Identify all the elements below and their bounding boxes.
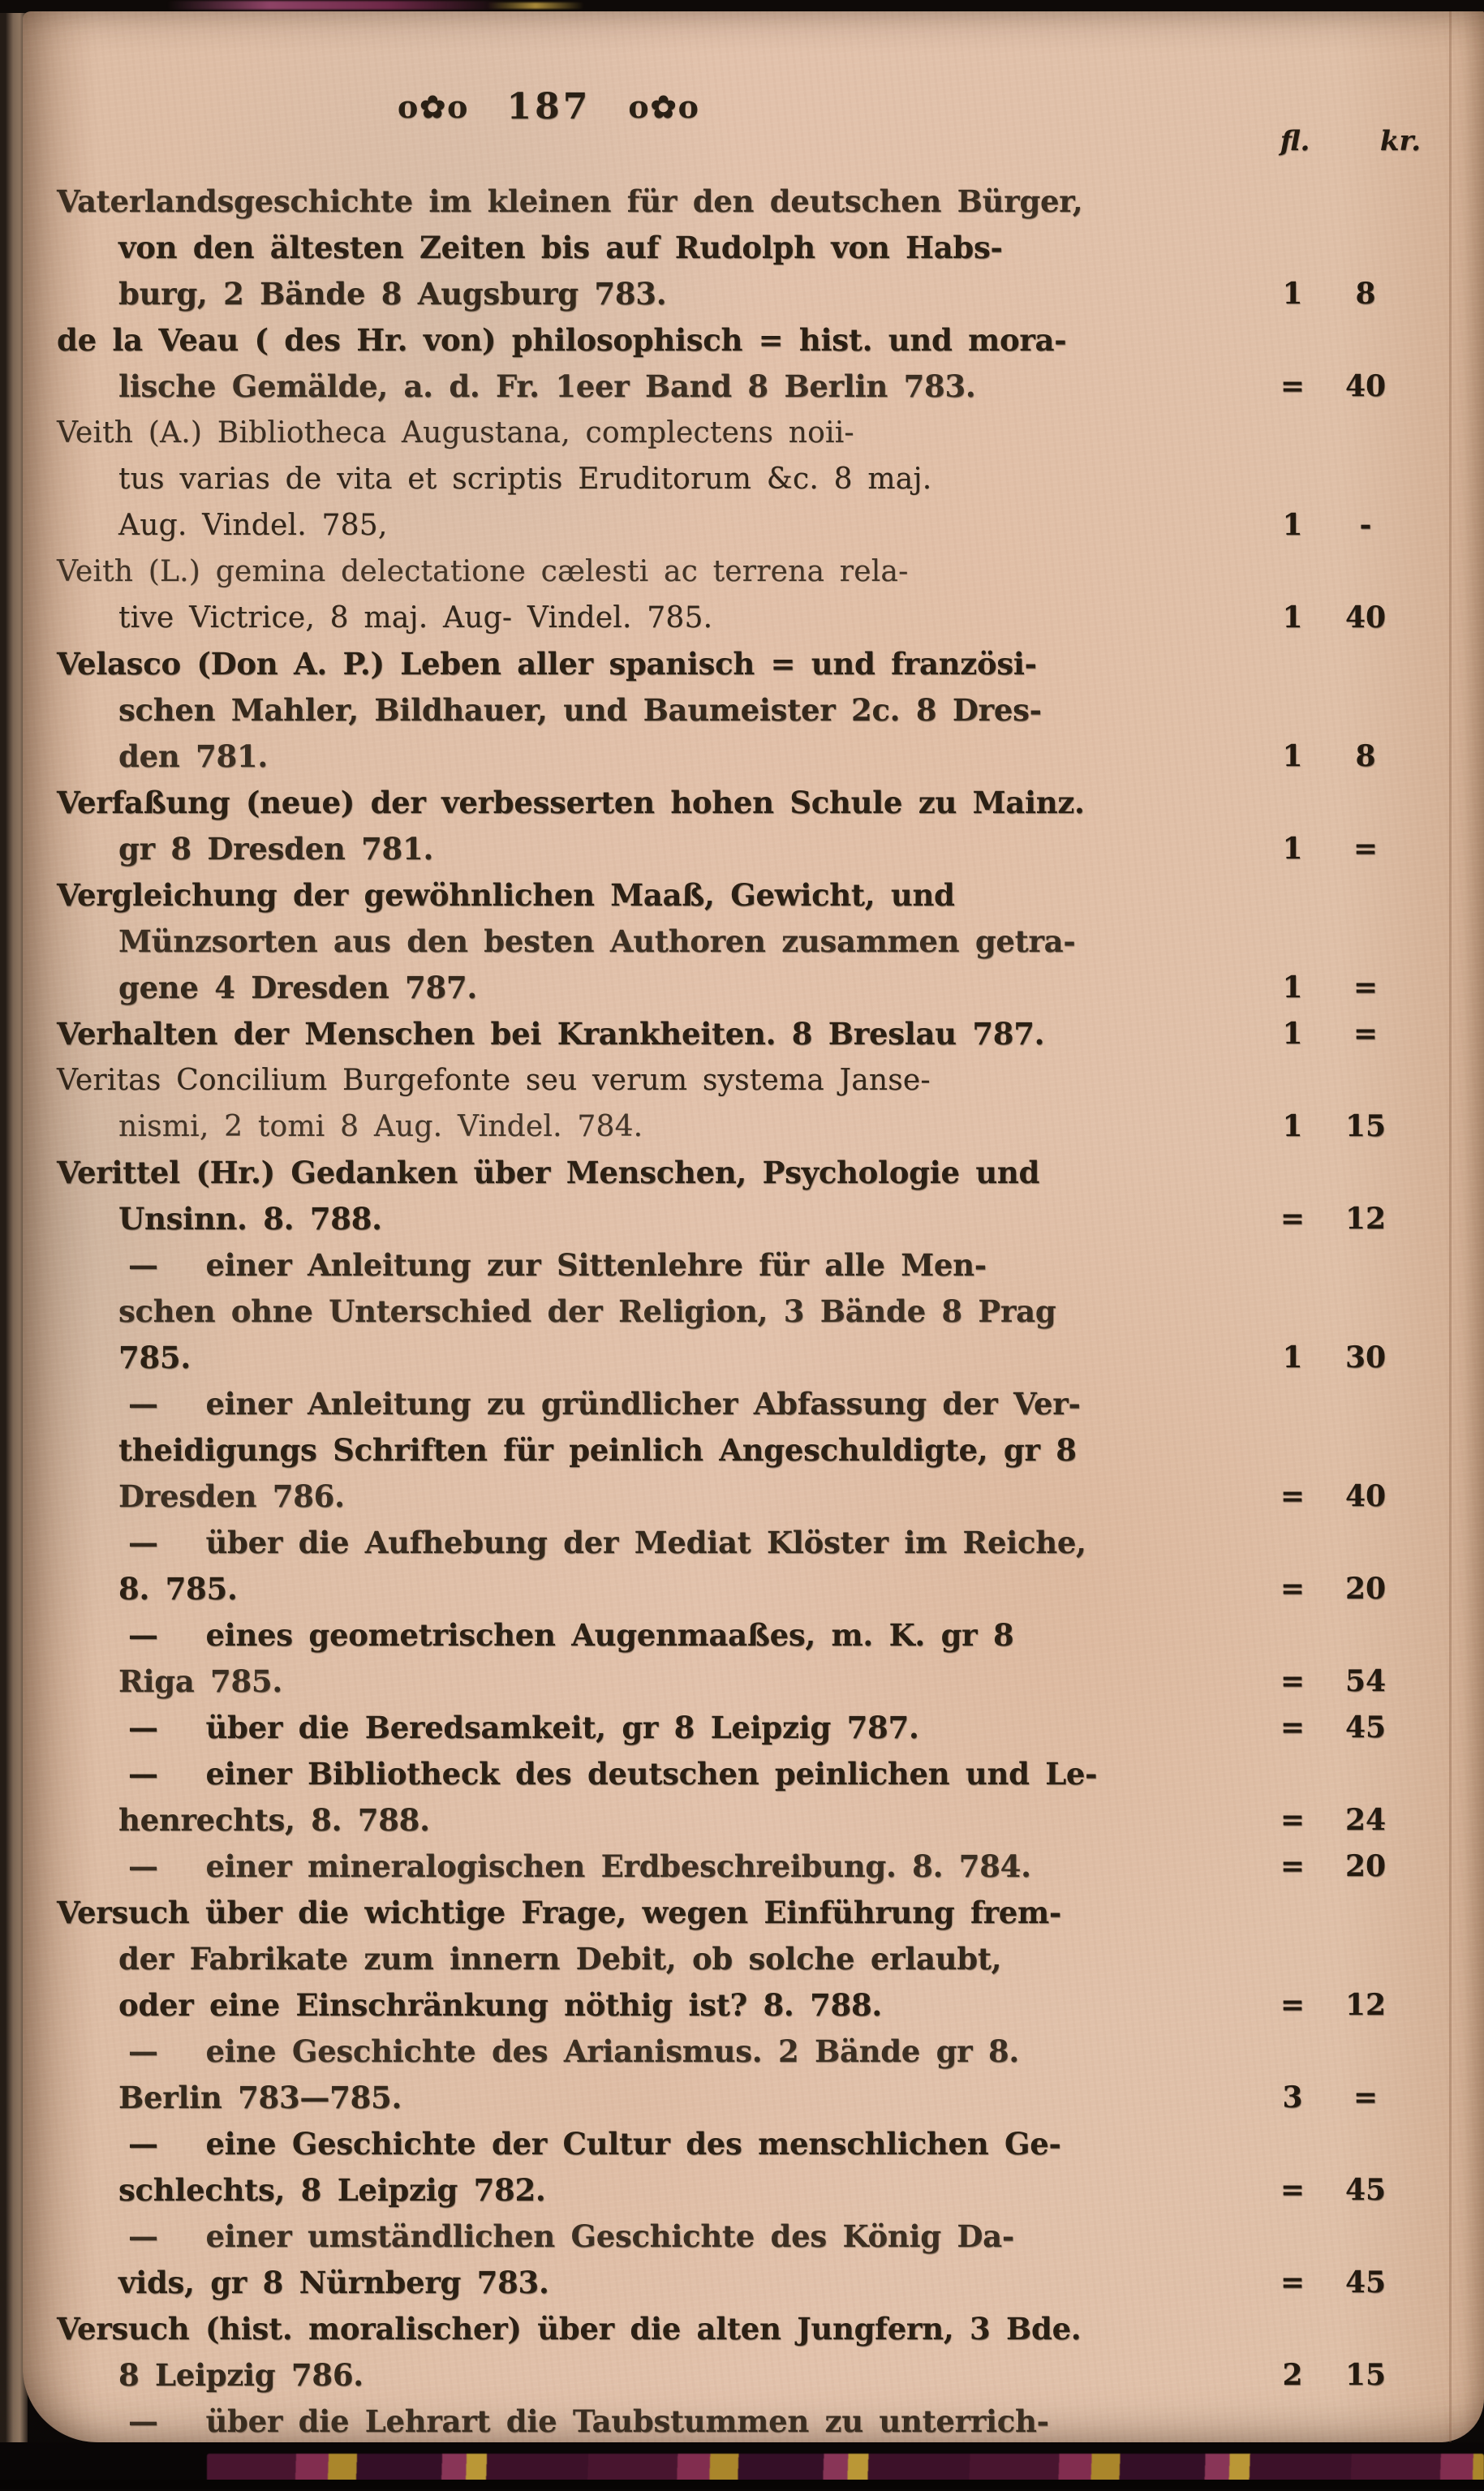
entry-line: [57, 2306, 1484, 2352]
entry-line-text: den 781.: [118, 738, 268, 774]
entry-line: [57, 687, 1484, 734]
entry-line-text: Berlin 783—785.: [118, 2080, 402, 2115]
entry-line: [57, 1150, 1484, 1196]
entry-line: [57, 2121, 1484, 2167]
price-fl: =: [1280, 2265, 1305, 2300]
entry-line: [57, 1011, 1484, 1057]
entry-line: [57, 2260, 1484, 2306]
entry-line-text: — eine Geschichte der Cultur des menschlichen Ge-: [128, 2126, 1061, 2162]
price-kr: =: [1353, 832, 1379, 866]
entry-line: [57, 780, 1484, 826]
price-kr: =: [1353, 1017, 1379, 1051]
entry-line-text: tus varias de vita et scriptis Eruditorum &c. 8 maj.: [118, 462, 932, 496]
page-header: [398, 86, 700, 127]
price-column-headers: [1250, 125, 1460, 157]
entry-line-text: — über die Lehrart die Taubstummen zu unterrich-: [128, 2403, 1049, 2439]
entry-line-text: — einer mineralogischen Erdbeschreibung. 8. 784.: [128, 1848, 1031, 1884]
price-kr: 12: [1344, 1988, 1387, 2022]
price-fl: =: [1280, 1849, 1305, 1883]
price-kr: 8: [1355, 277, 1376, 311]
page-number: 187: [506, 86, 591, 127]
entry-line: [57, 1936, 1484, 1982]
entry-line-text: Veritas Concilium Burgefonte seu verum systema Janse-: [57, 1064, 931, 1097]
entry-line-text: Verittel (Hr.) Gedanken über Menschen, Psychologie und: [57, 1155, 1040, 1190]
price-kr: =: [1353, 2080, 1379, 2115]
entry-line: [57, 1520, 1484, 1566]
entry-line-text: Verhalten der Menschen bei Krankheiten. 8 Breslau 787.: [57, 1016, 1045, 1052]
entry-line-text: henrechts, 8. 788.: [118, 1802, 430, 1838]
entry-line: [57, 549, 1484, 595]
entry-line: [57, 317, 1484, 364]
florin-column-label: fl.: [1280, 125, 1310, 157]
price-fl: 1: [1282, 739, 1303, 773]
entry-line: [57, 965, 1484, 1011]
price-kr: 24: [1344, 1803, 1387, 1837]
kreuzer-column-label: kr.: [1379, 125, 1422, 157]
entry-line: [57, 2167, 1484, 2214]
entry-line: [57, 919, 1484, 965]
entry-line-text: burg, 2 Bände 8 Augsburg 783.: [118, 276, 667, 312]
entry-line-text: Veith (L.) gemina delectatione cælesti ac terrena rela-: [57, 555, 909, 588]
price-fl: =: [1280, 1988, 1305, 2022]
entry-line: [57, 826, 1484, 872]
entry-line: [57, 1427, 1484, 1474]
entry-line-text: schen Mahler, Bildhauer, und Baumeister 2c. 8 Dres-: [118, 692, 1042, 728]
price-fl: =: [1280, 369, 1305, 403]
entry-line: [57, 1335, 1484, 1381]
entry-line: [57, 502, 1484, 549]
entry-line-text: oder eine Einschränkung nöthig ist? 8. 788.: [118, 1987, 883, 2023]
price-fl: 3: [1282, 2080, 1303, 2115]
price-kr: 8: [1355, 739, 1376, 773]
entry-line-text: 8 Leipzig 786.: [118, 2357, 363, 2393]
entry-line-text: 785.: [118, 1340, 191, 1375]
price-kr: 20: [1344, 1572, 1387, 1606]
entry-line-text: tive Victrice, 8 maj. Aug- Vindel. 785.: [118, 601, 713, 635]
entry-line: [57, 641, 1484, 687]
entry-line-text: — einer umständlichen Geschichte des König Da-: [128, 2218, 1014, 2254]
entry-line: [57, 1104, 1484, 1150]
entry-line: [57, 271, 1484, 317]
price-fl: 1: [1282, 508, 1303, 542]
price-fl: =: [1280, 1479, 1305, 1513]
entry-line-text: von den ältesten Zeiten bis auf Rudolph von Habs-: [118, 230, 1003, 265]
price-fl: =: [1280, 1664, 1305, 1698]
price-fl: 1: [1282, 970, 1303, 1005]
price-fl: 1: [1282, 1340, 1303, 1375]
price-kr: 45: [1344, 2173, 1387, 2207]
price-kr: =: [1353, 970, 1379, 1005]
price-fl: 1: [1282, 1109, 1303, 1143]
entry-line: [57, 225, 1484, 271]
price-kr: 54: [1344, 1664, 1387, 1698]
entry-line-text: 8. 785.: [118, 1571, 238, 1607]
marbled-smear: [166, 1, 507, 10]
price-kr: 12: [1344, 1202, 1387, 1236]
entry-line: [57, 1242, 1484, 1289]
bottom-binding: [0, 2442, 1484, 2489]
entry-line-text: Unsinn. 8. 788.: [118, 1201, 382, 1237]
price-kr: -: [1359, 508, 1372, 542]
entry-line-text: schen ohne Unterschied der Religion, 3 Bände 8 Prag: [118, 1293, 1056, 1329]
price-kr: 45: [1344, 1710, 1387, 1745]
entry-line-text: Dresden 786.: [118, 1478, 345, 1514]
entry-line-text: theidigungs Schriften für peinlich Angeschuldigte, gr 8: [118, 1432, 1077, 1468]
entry-line: [57, 595, 1484, 641]
entry-line-text: Münzsorten aus den besten Authoren zusammen getra-: [118, 923, 1076, 959]
entry-line: [57, 1982, 1484, 2029]
entry-line-text: — einer Bibliotheck des deutschen peinlichen und Le-: [128, 1756, 1098, 1792]
entry-line: [57, 1612, 1484, 1659]
entry-line-text: — eine Geschichte des Arianismus. 2 Bände gr 8.: [128, 2033, 1019, 2069]
entry-line: [57, 1289, 1484, 1335]
entry-line: [57, 1705, 1484, 1751]
entry-line-text: gene 4 Dresden 787.: [118, 970, 477, 1005]
price-fl: =: [1280, 1202, 1305, 1236]
entry-line: [57, 1196, 1484, 1242]
entry-line: [57, 2029, 1484, 2075]
entry-line: [57, 456, 1484, 502]
entry-line: [57, 1797, 1484, 1844]
entry-line-text: schlechts, 8 Leipzig 782.: [118, 2172, 546, 2208]
entry-line: [57, 1474, 1484, 1520]
entry-line-text: — einer Anleitung zur Sittenlehre für alle Men-: [128, 1247, 987, 1283]
entry-line: [57, 2214, 1484, 2260]
price-fl: 2: [1282, 2358, 1303, 2392]
price-fl: 1: [1282, 600, 1303, 635]
price-kr: 15: [1344, 1109, 1387, 1143]
entry-line-text: der Fabrikate zum innern Debit, ob solche erlaubt,: [118, 1941, 1002, 1977]
page-scan: [23, 11, 1484, 2442]
price-kr: 45: [1344, 2265, 1387, 2300]
entry-line: [57, 1566, 1484, 1612]
entry-line: [57, 2352, 1484, 2399]
entry-line-text: — einer Anleitung zu gründlicher Abfassung der Ver-: [128, 1386, 1081, 1422]
entry-line-text: Vergleichung der gewöhnlichen Maaß, Gewicht, und: [57, 877, 955, 913]
entry-line-text: Versuch über die wichtige Frage, wegen Einführung frem-: [57, 1895, 1061, 1930]
entry-line-text: gr 8 Dresden 781.: [118, 831, 434, 867]
price-fl: =: [1280, 1710, 1305, 1745]
entry-line-text: Verfaßung (neue) der verbesserten hohen Schule zu Mainz.: [57, 785, 1085, 820]
entry-line-text: Vaterlandsgeschichte im kleinen für den deutschen Bürger,: [57, 183, 1083, 219]
text-lines: [57, 179, 1484, 2491]
entry-line: [57, 1381, 1484, 1427]
entry-line: [57, 1844, 1484, 1890]
entry-line-text: — eines geometrischen Augenmaaßes, m. K. gr 8: [128, 1617, 1014, 1653]
entry-line-text: vids, gr 8 Nürnberg 783.: [118, 2265, 549, 2300]
entry-line: [57, 2075, 1484, 2121]
ornament-icon: o✿o: [398, 88, 470, 125]
entry-line-text: — über die Beredsamkeit, gr 8 Leipzig 787.: [128, 1710, 919, 1745]
entry-line-text: Veith (A.) Bibliotheca Augustana, complectens noii-: [57, 416, 854, 450]
price-fl: 1: [1282, 277, 1303, 311]
price-fl: 1: [1282, 832, 1303, 866]
entry-line: [57, 2399, 1484, 2445]
entry-line: [57, 872, 1484, 919]
entry-line-text: nismi, 2 tomi 8 Aug. Vindel. 784.: [118, 1110, 643, 1143]
entry-line: [57, 1751, 1484, 1797]
price-kr: 40: [1344, 600, 1387, 635]
ornament-icon: o✿o: [628, 88, 700, 125]
entry-line: [57, 179, 1484, 225]
price-fl: 1: [1282, 1017, 1303, 1051]
marbled-paper-edge: [207, 2454, 1484, 2482]
price-kr: 15: [1344, 2358, 1387, 2392]
price-fl: =: [1280, 2173, 1305, 2207]
price-kr: 40: [1344, 1479, 1387, 1513]
entry-line: [57, 410, 1484, 456]
price-kr: 20: [1344, 1849, 1387, 1883]
price-fl: =: [1280, 1803, 1305, 1837]
marbled-smear: [487, 2, 584, 9]
entry-line-text: — über die Aufhebung der Mediat Klöster im Reiche,: [128, 1525, 1086, 1560]
entry-line-text: Velasco (Don A. P.) Leben aller spanisch = und französi-: [57, 646, 1037, 682]
price-kr: 40: [1344, 369, 1387, 403]
entry-line: [57, 1659, 1484, 1705]
entry-line: [57, 1890, 1484, 1936]
entry-line: [57, 734, 1484, 780]
entry-line-text: lische Gemälde, a. d. Fr. 1eer Band 8 Berlin 783.: [118, 368, 976, 404]
entry-line-text: Riga 785.: [118, 1663, 282, 1699]
entry-line-text: Aug. Vindel. 785,: [118, 509, 388, 542]
price-kr: 30: [1344, 1340, 1387, 1375]
entry-line: [57, 1057, 1484, 1104]
entry-line-text: Versuch (hist. moralischer) über die alten Jungfern, 3 Bde.: [57, 2311, 1082, 2347]
entry-line: [57, 364, 1484, 410]
entry-line-text: de la Veau ( des Hr. von) philosophisch = hist. und mora-: [57, 322, 1067, 358]
price-fl: =: [1280, 1572, 1305, 1606]
